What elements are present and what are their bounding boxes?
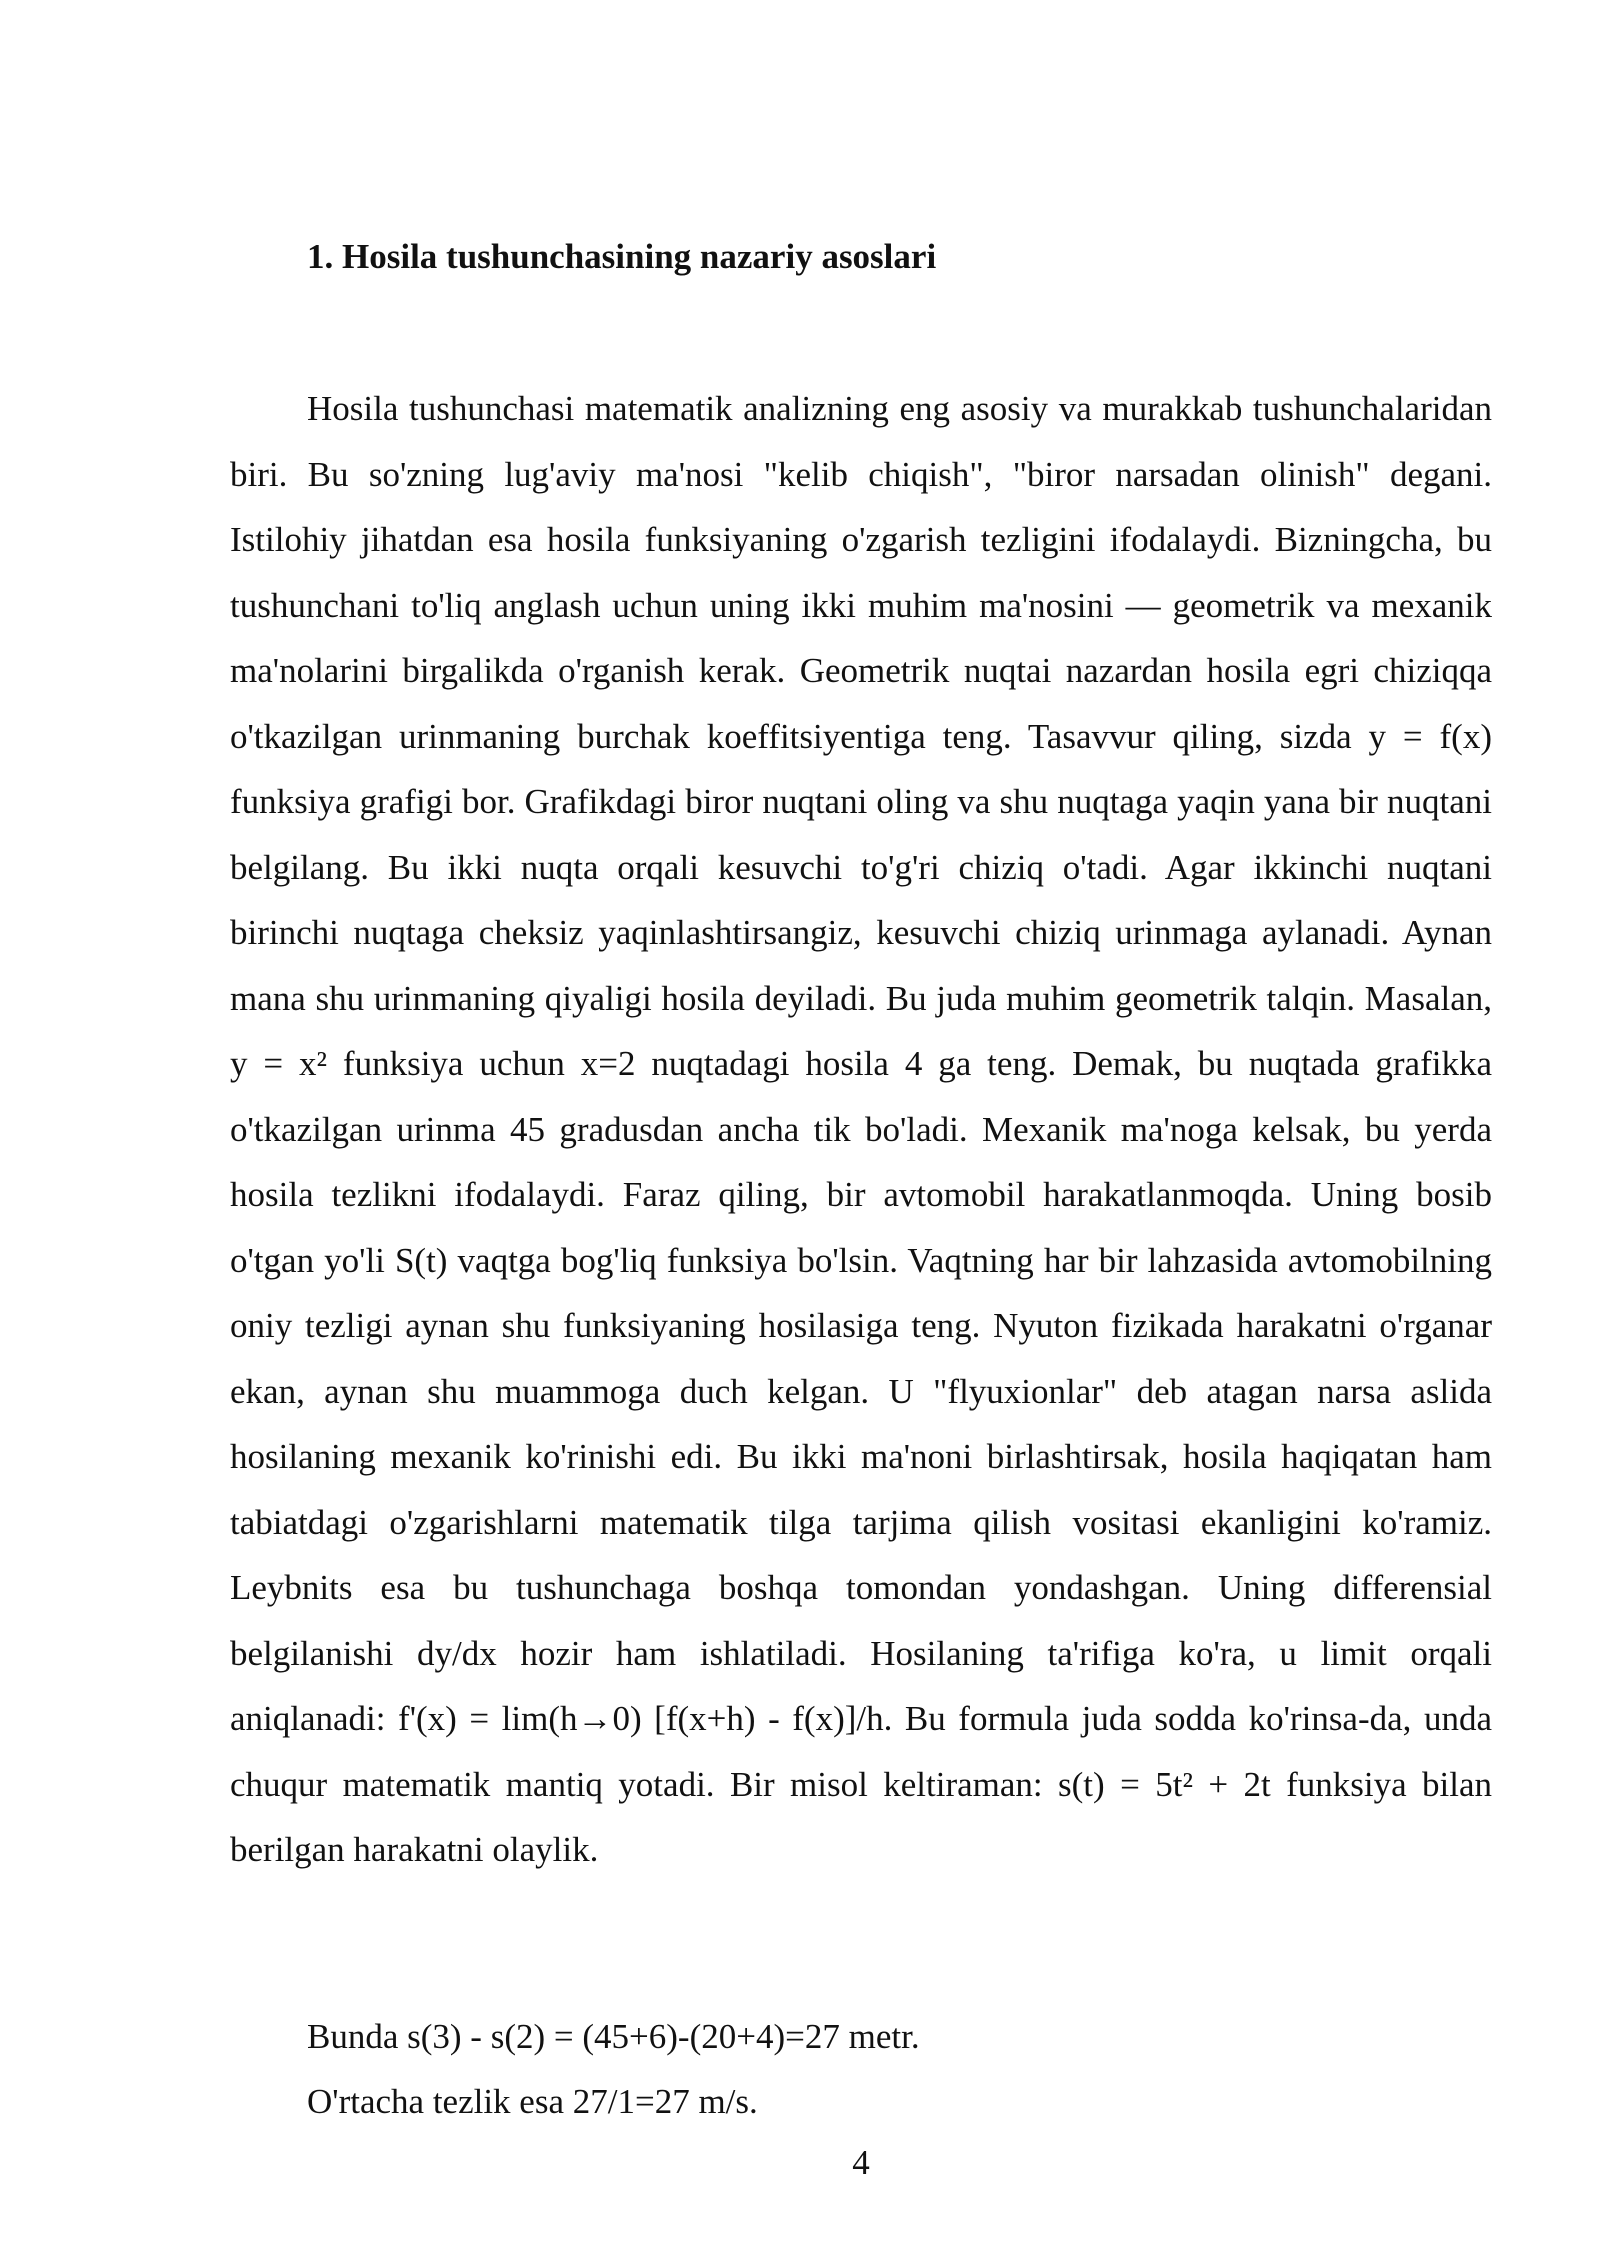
calculation-line: Bunda s(3) - s(2) = (45+6)-(20+4)=27 metr. [307,2017,920,2056]
page-number: 4 [852,2143,870,2182]
section-heading: 1. Hosila tushunchasining nazariy asoslari [307,237,937,276]
body-paragraph: Hosila tushunchasi matematik analizning eng asosiy va murakkab tushunchalaridan biri. Bu so'zning lug'aviy ma'nosi "kelib chiqish", "biror narsadan olinish" degani. Istilohiy jihatdan esa hosila funksiyaning o'zgarish tezligini ifodalaydi. Bizningcha, bu tushunchani to'liq anglash uchun uning ikki muhim ma'nosini — geometrik va mexanik ma'nolarini birgalikda o'rganish kerak. Geometrik nuqtai nazardan hosila egri chiziqqa o'tkazilgan urinmaning burchak koeffitsiyentiga teng. Tasavvur qiling, sizda y = f(x) funksiya grafigi bor. Grafikdagi biror nuqtani oling va shu nuqtaga yaqin yana bir nuqtani belgilang. Bu ikki nuqta orqali kesuvchi to'g'ri chiziq o'tadi. Agar ikkinchi nuqtani birinchi nuqtaga cheksiz yaqinlashtirsangiz, kesuvchi chiziq urinmaga aylanadi. Aynan mana shu urinmaning qiyaligi hosila deyiladi. Bu juda muhim geometrik talqin. Masalan, y = x² funksiya uchun x=2 nuqtadagi hosila 4 ga teng. Demak, bu nuqtada grafikka o'tkazilgan urinma 45 gradusdan ancha tik bo'ladi. Mexanik ma'noga kelsak, bu yerda hosila tezlikni ifodalaydi. Faraz qiling, bir avtomobil harakatlanmoqda. Uning bosib o'tgan yo'li S(t) vaqtga bog'liq funksiya bo'lsin. Vaqtning har bir lahzasida avtomobilning oniy tezligi aynan shu funksiyaning hosilasiga teng. Nyuton fizikada harakatni o'rganar ekan, aynan shu muammoga duch kelgan. U "flyuxionlar" deb atagan narsa aslida hosilaning mexanik ko'rinishi edi. Bu ikki ma'noni birlashtirsak, hosila haqiqatan ham tabiatdagi o'zgarishlarni matematik tilga tarjima qilish vositasi ekanligini ko'ramiz. Leybnits esa bu tushunchaga boshqa tomondan yondashgan. Uning differensial belgilanishi dy/dx hozir ham ishlatiladi. Hosilaning ta'rifiga ko'ra, u limit orqali aniqlanadi: f'(x) = lim(h→0) [f(x+h) - f(x)]/h. Bu formula juda sodda ko'rinsa-da, unda chuqur matematik mantiq yotadi. Bir misol keltiraman: s(t) = 5t² + 2t funksiya bilan berilgan harakatni olaylik. [230,389,1492,1869]
average-speed-line: O'rtacha tezlik esa 27/1=27 m/s. [307,2082,758,2121]
document-page [230,0,1492,2262]
